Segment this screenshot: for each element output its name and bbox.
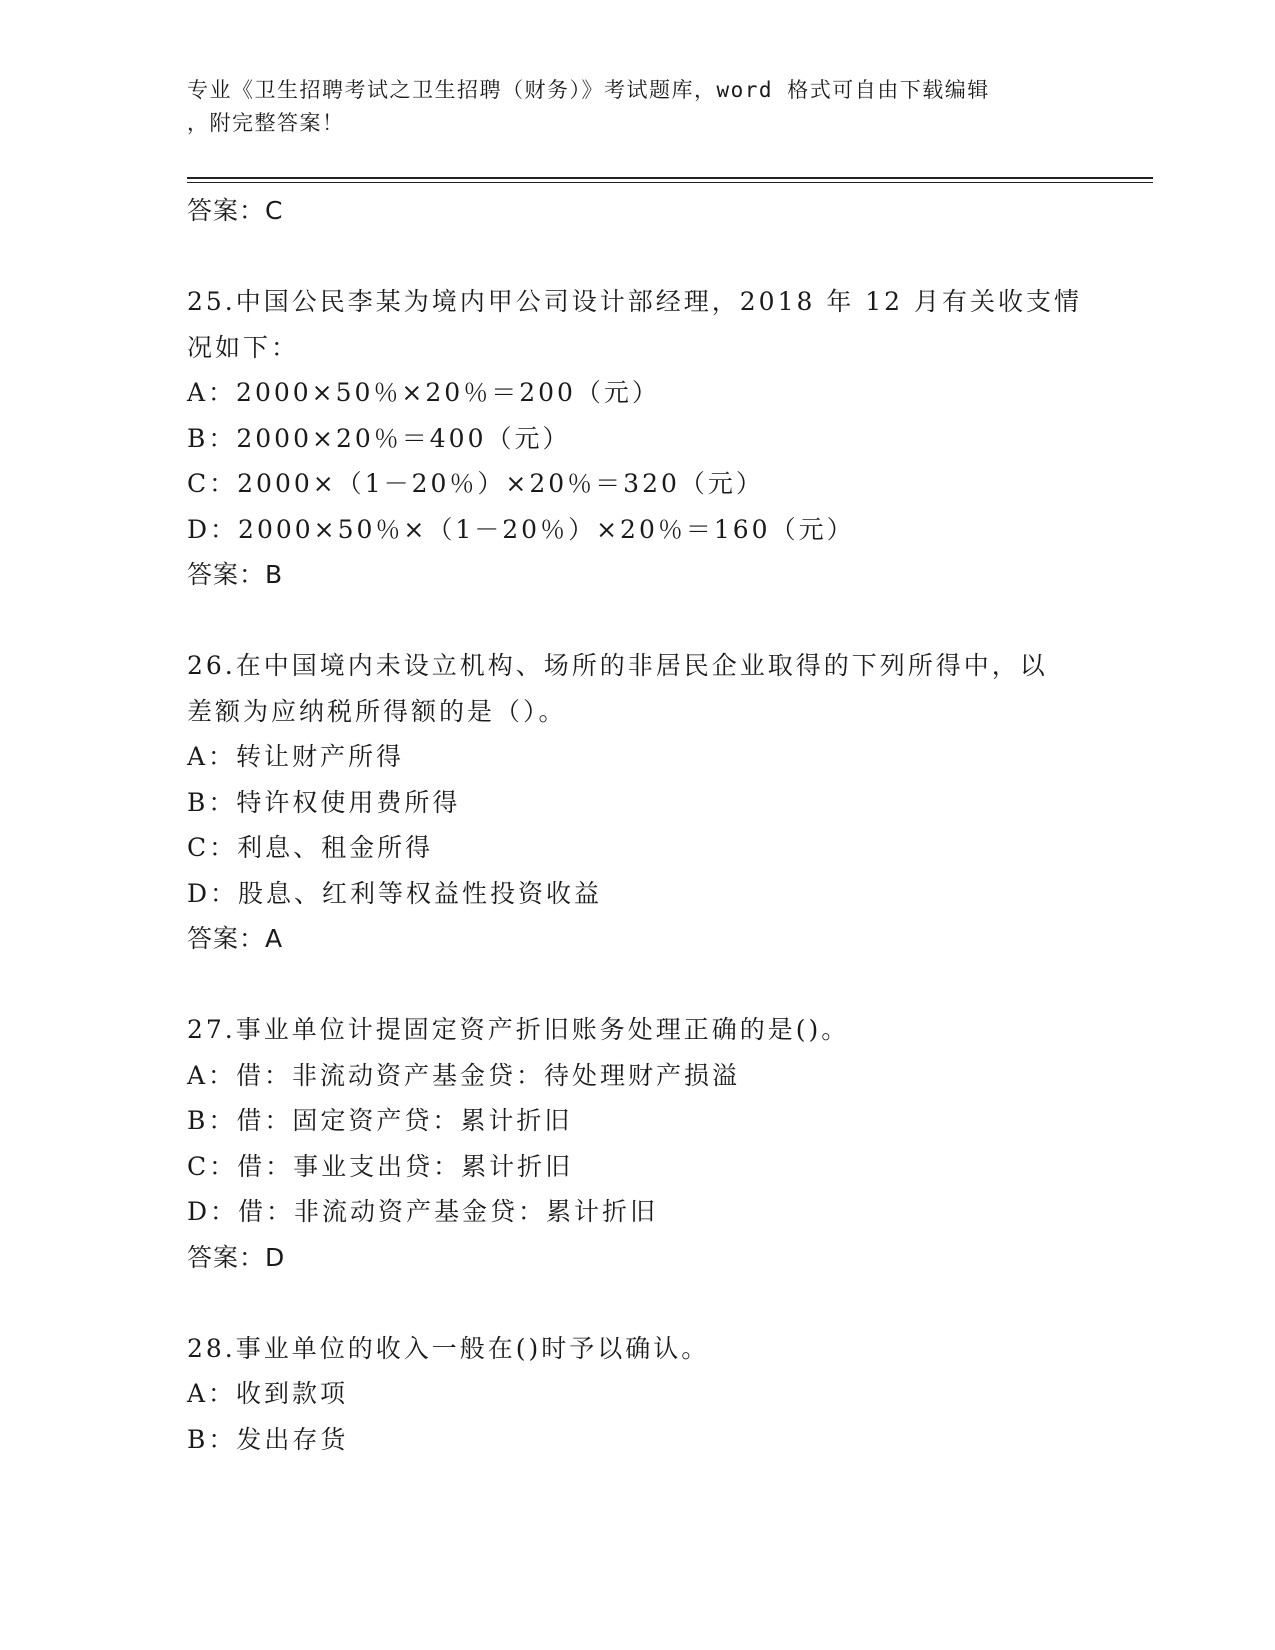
question-block-25: [187, 279, 1087, 598]
header-line-2: ，附完整答案！: [187, 111, 345, 135]
header-rule-thick: [187, 177, 1153, 179]
question-block-27: [187, 1007, 1087, 1280]
option-b: B：2000×20％＝400（元）: [187, 423, 571, 453]
spacer: [187, 1280, 1087, 1326]
question-list: [187, 188, 1087, 1462]
option-c: C：借：事业支出贷：累计折旧: [187, 1151, 574, 1181]
question-block-26: [187, 643, 1087, 962]
answer-line: 答案：C: [187, 196, 284, 225]
option-a: A：转让财产所得: [187, 742, 405, 771]
answer-line: 答案：A: [187, 924, 284, 953]
header-rule-thin: [187, 182, 1153, 183]
question-stem-continued: 差额为应纳税所得额的是（）。: [187, 696, 567, 726]
option-b: B：发出存货: [187, 1424, 349, 1454]
answer-line: 答案：D: [187, 1242, 286, 1272]
header-line-1: 专业《卫生招聘考试之卫生招聘（财务）》考试题库，word 格式可自由下载编辑: [187, 78, 990, 102]
option-a: A：收到款项: [187, 1379, 349, 1408]
answer-line: 答案：B: [187, 560, 284, 589]
option-a: A：2000×50％×20％＝200（元）: [187, 378, 660, 407]
option-d: D：2000×50％×（1－20％）×20％＝160（元）: [187, 514, 855, 544]
spacer: [187, 234, 1087, 280]
spacer: [187, 962, 1087, 1008]
option-b: B：借：固定资产贷：累计折旧: [187, 1106, 573, 1135]
question-stem: 27.事业单位计提固定资产折旧账务处理正确的是()。: [187, 1015, 850, 1044]
spacer: [187, 598, 1087, 644]
option-c: C：2000×（1－20％）×20％＝320（元）: [187, 469, 764, 498]
page-header: [187, 74, 1087, 140]
option-c: C：利息、租金所得: [187, 833, 434, 862]
question-stem: 25.中国公民李某为境内甲公司设计部经理，2018 年 12 月有关收支情: [187, 287, 1083, 316]
option-d: D：借：非流动资产基金贷：累计折旧: [187, 1197, 659, 1226]
question-stem: 28.事业单位的收入一般在()时予以确认。: [187, 1333, 710, 1363]
question-stem: 26.在中国境内未设立机构、场所的非居民企业取得的下列所得中，以: [187, 651, 1048, 680]
question-block-28: [187, 1326, 1087, 1463]
option-b: B：特许权使用费所得: [187, 787, 461, 817]
option-d: D：股息、红利等权益性投资收益: [187, 878, 603, 908]
question-stem-continued: 况如下：: [187, 332, 300, 362]
option-a: A：借：非流动资产基金贷：待处理财产损溢: [187, 1060, 741, 1090]
